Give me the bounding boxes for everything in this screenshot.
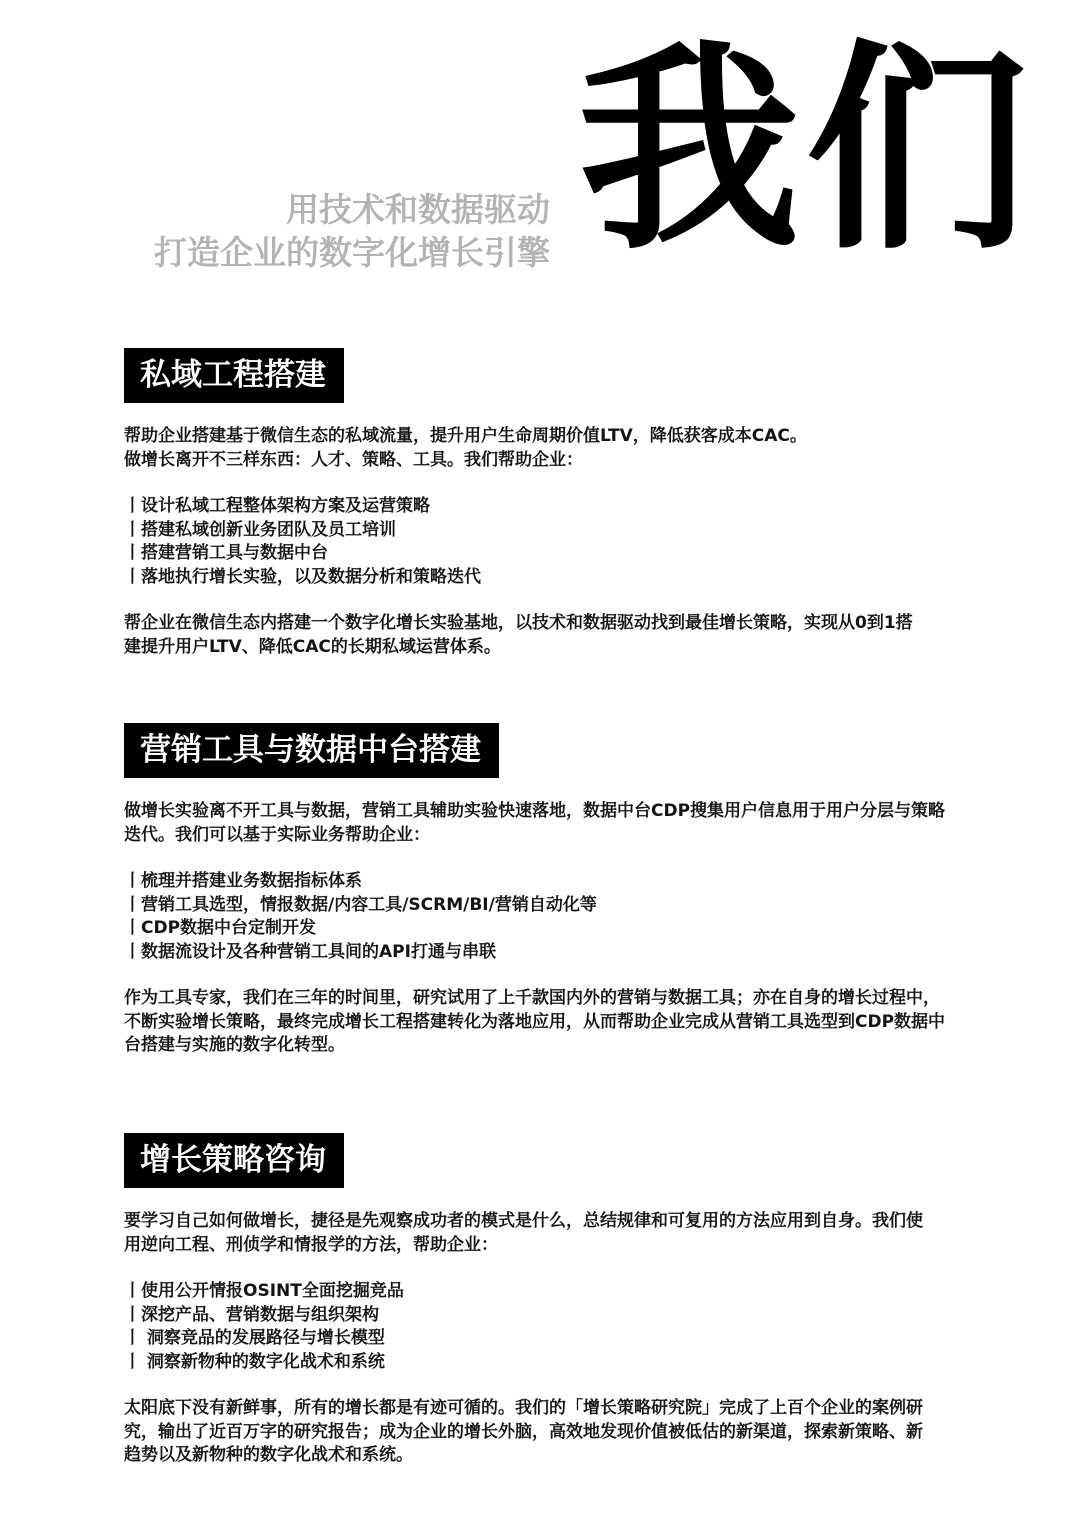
summary-line: 建提升用户LTV、降低CAC的长期私域运营体系。 — [124, 636, 501, 657]
summary-line: 帮企业在微信生态内搭建一个数字化增长实验基地，以技术和数据驱动找到最佳增长策略，实现从0到1搭 — [124, 613, 913, 633]
section-title: 私域工程搭建 — [124, 348, 344, 403]
intro-line: 迭代。我们可以基于实际业务帮助企业： — [124, 824, 430, 845]
service-list — [124, 495, 1034, 589]
service-list — [124, 870, 1034, 964]
service-list — [124, 1280, 1034, 1374]
list-item: 丨 洞察竞品的发展路径与增长模型 — [124, 1328, 385, 1348]
list-item: 丨搭建营销工具与数据中台 — [124, 543, 328, 563]
intro-line: 用逆向工程、刑侦学和情报学的方法，帮助企业： — [124, 1234, 498, 1255]
intro-line: 做增长实验离不开工具与数据，营销工具辅助实验快速落地，数据中台CDP搜集用户信息用于用户分层与策略 — [124, 801, 946, 821]
tagline-line-1: 用技术和数据驱动 — [286, 190, 550, 229]
list-item: 丨 洞察新物种的数字化战术和系统 — [124, 1351, 385, 1372]
section-title: 增长策略咨询 — [124, 1133, 344, 1188]
tagline — [154, 188, 550, 274]
list-item: 丨深挖产品、营销数据与组织架构 — [124, 1304, 379, 1325]
summary-line: 究，输出了近百万字的研究报告；成为企业的增长外脑，高效地发现价值被低估的新渠道，探索新策略、新 — [124, 1421, 923, 1442]
section-title: 营销工具与数据中台搭建 — [124, 723, 499, 778]
section-private-domain — [124, 348, 1034, 659]
summary-line: 太阳底下没有新鲜事，所有的增长都是有迹可循的。我们的「增长策略研究院」完成了上百个企业的案例研 — [124, 1398, 923, 1418]
list-item: 丨搭建私域创新业务团队及员工培训 — [124, 519, 396, 540]
list-item: 丨数据流设计及各种营销工具间的API打通与串联 — [124, 941, 496, 962]
list-item: 丨梳理并搭建业务数据指标体系 — [124, 871, 362, 891]
section-growth-consulting — [124, 1133, 1034, 1468]
hero-title: 我们 — [578, 22, 1034, 280]
summary-line: 台搭建与实施的数字化转型。 — [124, 1035, 345, 1055]
list-item: 丨营销工具选型，情报数据/内容工具/SCRM/BI/营销自动化等 — [124, 894, 597, 915]
list-item: 丨使用公开情报OSINT全面挖掘竞品 — [124, 1281, 404, 1301]
intro-line: 要学习自己如何做增长，捷径是先观察成功者的模式是什么，总结规律和可复用的方法应用到自身。我们使 — [124, 1211, 923, 1231]
list-item: 丨设计私域工程整体架构方案及运营策略 — [124, 496, 430, 516]
summary-line: 趋势以及新物种的数字化战术和系统。 — [124, 1445, 413, 1465]
intro-line: 帮助企业搭建基于微信生态的私域流量，提升用户生命周期价值LTV，降低获客成本CAC。 — [124, 426, 807, 446]
list-item: 丨CDP数据中台定制开发 — [124, 918, 317, 938]
summary-line: 不断实验增长策略，最终完成增长工程搭建转化为落地应用，从而帮助企业完成从营销工具选型到CDP数据中 — [124, 1011, 946, 1032]
section-marketing-tools — [124, 723, 1034, 1058]
list-item: 丨落地执行增长实验，以及数据分析和策略迭代 — [124, 566, 481, 587]
tagline-line-2: 打造企业的数字化增长引擎 — [154, 233, 550, 272]
summary-line: 作为工具专家，我们在三年的时间里，研究试用了上千款国内外的营销与数据工具；亦在自身的增长过程中， — [124, 988, 940, 1008]
intro-line: 做增长离开不三样东西：人才、策略、工具。我们帮助企业： — [124, 449, 583, 470]
